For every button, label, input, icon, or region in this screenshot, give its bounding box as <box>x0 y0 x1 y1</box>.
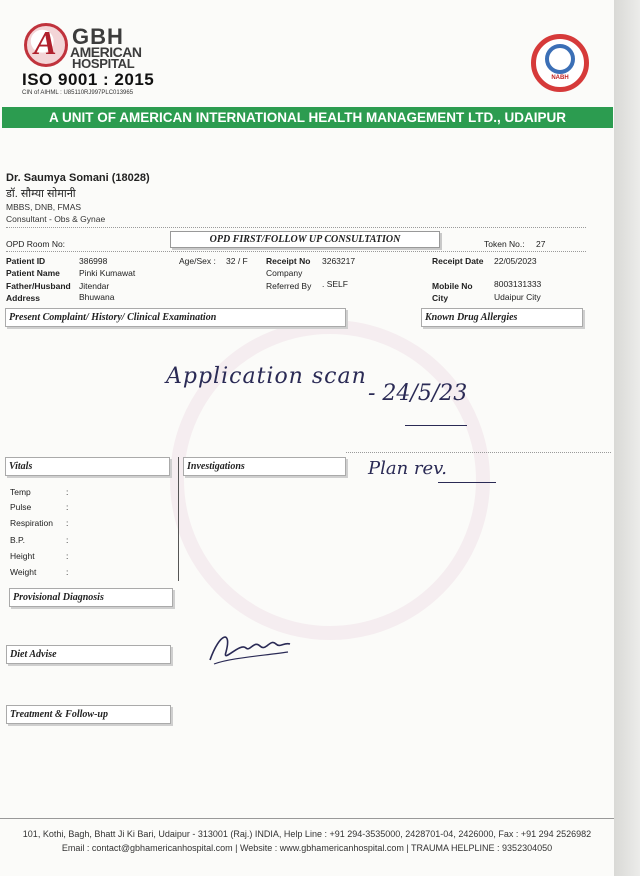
mobile-value: 8003131333 <box>494 279 542 289</box>
page-edge <box>614 0 640 876</box>
receipt-date-value: 22/05/2023 <box>494 256 537 266</box>
opd-room-label: OPD Room No: <box>6 239 66 249</box>
doctor-role: Consultant - Obs & Gynae <box>6 214 106 224</box>
divider <box>346 452 611 453</box>
handwritten-note: Application scan <box>166 364 367 389</box>
patient-name-label: Patient Name <box>6 268 60 278</box>
treatment-followup-header: Treatment & Follow-up <box>6 705 171 724</box>
nabh-ring <box>545 44 575 74</box>
vital-respiration: Respiration <box>10 518 53 528</box>
doctor-name-hindi: डॉ. सौम्या सोमानी <box>6 188 76 200</box>
colon: : <box>66 502 69 512</box>
token-value: 27 <box>536 239 546 249</box>
brand-name-gbh: GBH <box>72 24 124 49</box>
allergies-section-header: Known Drug Allergies <box>421 308 583 327</box>
vital-pulse: Pulse <box>10 502 32 512</box>
receipt-no-label: Receipt No <box>266 256 311 266</box>
footer-contact: Email : contact@gbhamericanhospital.com | Website : www.gbhamericanhospital.com | TRAUMA HELPLINE : 9352304050 <box>61 843 553 853</box>
referred-by-label: Referred By <box>266 281 312 291</box>
form-title: OPD FIRST/FOLLOW UP CONSULTATION <box>170 231 440 248</box>
brand-name-hospital: HOSPITAL <box>72 56 135 71</box>
age-sex-value: 32 / F <box>226 256 248 266</box>
colon: : <box>66 567 69 577</box>
receipt-no-value: 3263217 <box>322 256 356 266</box>
provisional-diagnosis-header: Provisional Diagnosis <box>9 588 173 607</box>
unit-banner: A UNIT OF AMERICAN INTERNATIONAL HEALTH MANAGEMENT LTD., UDAIPUR <box>2 107 613 128</box>
mobile-label: Mobile No <box>432 281 473 291</box>
token-label: Token No.: <box>484 239 525 249</box>
complaint-section-header: Present Complaint/ History/ Clinical Examination <box>5 308 346 327</box>
colon: : <box>66 535 69 545</box>
column-divider <box>178 457 179 581</box>
footer-divider <box>0 818 614 819</box>
divider <box>6 251 586 252</box>
brand-name-american: AMERICAN <box>70 44 142 60</box>
patient-id-label: Patient ID <box>6 256 46 266</box>
referred-by-value: . SELF <box>322 279 348 289</box>
footer-address: 101, Kothi, Bagh, Bhatt Ji Ki Bari, Udaipur - 313001 (Raj.) INDIA, Help Line : +91 294-3535000, 2428701-04, 2426000, Fax : +91 294 2526982 <box>22 829 592 839</box>
diet-advise-header: Diet Advise <box>6 645 171 664</box>
investigations-section-header: Investigations <box>183 457 346 476</box>
father-husband-label: Father/Husband <box>6 281 71 291</box>
colon: : <box>66 487 69 497</box>
doctor-signature-icon <box>200 622 300 672</box>
receipt-date-label: Receipt Date <box>432 256 484 266</box>
divider <box>6 227 586 228</box>
vital-height: Height <box>10 551 35 561</box>
age-sex-label: Age/Sex : <box>179 256 216 266</box>
colon: : <box>66 518 69 528</box>
iso-certification: ISO 9001 : 2015 <box>22 70 155 89</box>
doctor-name: Dr. Saumya Somani (18028) <box>6 172 150 184</box>
underline-stroke <box>438 482 496 483</box>
father-husband-value: Jitendar <box>79 281 110 291</box>
logo-letter: A <box>34 25 57 62</box>
patient-id-value: 386998 <box>79 256 108 266</box>
company-label: Company <box>266 268 303 278</box>
handwritten-plan: Plan rev. <box>368 458 447 479</box>
cin-number: CIN of AIHML : U85110RJ997PLC013965 <box>22 90 134 96</box>
vital-weight: Weight <box>10 567 37 577</box>
colon: : <box>66 551 69 561</box>
city-label: City <box>432 293 449 303</box>
vitals-section-header: Vitals <box>5 457 170 476</box>
city-value: Udaipur City <box>494 292 541 302</box>
nabh-label: NABH <box>551 75 569 81</box>
doctor-degrees: MBBS, DNB, FMAS <box>6 202 82 212</box>
vital-bp: B.P. <box>10 535 25 545</box>
address-value: Bhuwana <box>79 292 115 302</box>
underline-stroke <box>405 425 467 426</box>
handwritten-date: - 24/5/23 <box>368 381 468 406</box>
patient-name-value: Pinki Kumawat <box>79 268 136 278</box>
address-label: Address <box>6 293 41 303</box>
vital-temp: Temp <box>10 487 31 497</box>
